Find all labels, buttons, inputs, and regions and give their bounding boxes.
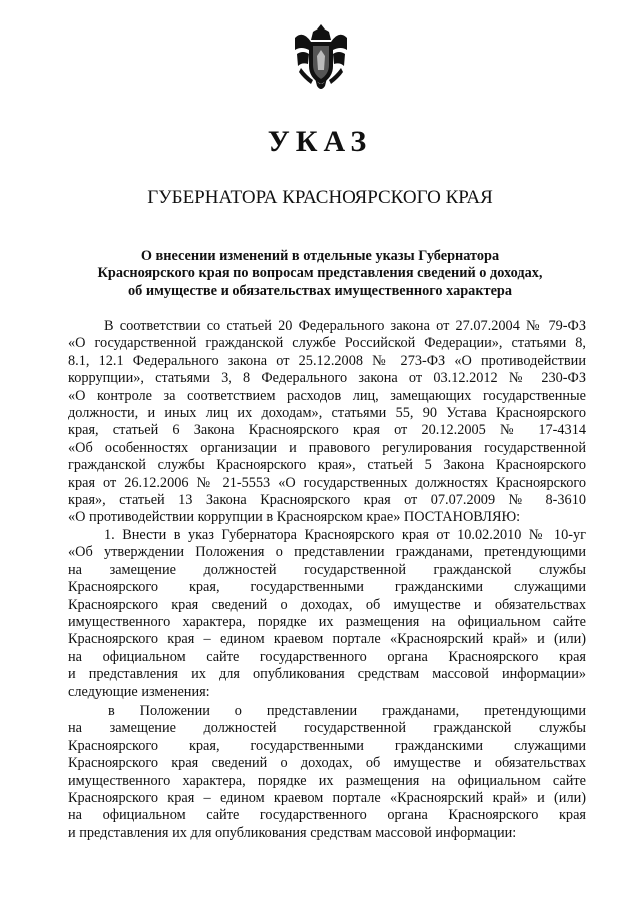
text-line: края, статьей 6 Закона Красноярского края от 20.12.2005 № 17-4314 — [68, 422, 586, 439]
subject-line: О внесении изменений в отдельные указы Губернатора — [140, 248, 500, 264]
text-line: на официальном сайте государственного органа Красноярского края — [68, 648, 586, 665]
amendment-paragraph — [68, 703, 586, 842]
text-line: Красноярского края сведений о доходах, об имуществе и обязательствах — [68, 755, 586, 772]
text-line: края», статьей 13 Закона Красноярского края от 07.07.2009 № 8-3610 — [68, 491, 586, 508]
text-line: «Об особенностях организации и правового регулирования государственной — [68, 439, 586, 456]
text-line: Красноярского края – едином краевом портале «Красноярский край» и (или) — [68, 789, 586, 806]
text-line: края от 26.12.2006 № 21-5553 «О государственных должностях Красноярского — [68, 474, 586, 491]
text-line: в Положении о представлении гражданами, претендующими — [108, 703, 586, 719]
document-subject — [60, 248, 580, 300]
coat-of-arms-emblem — [291, 20, 351, 94]
text-line: следующие изменения: — [68, 683, 210, 700]
text-line: имущественного характера, порядке их размещения на официальном сайте — [68, 613, 586, 630]
text-line: «О контроле за соответствием расходов лиц, замещающих государственные — [68, 387, 586, 404]
text-line: Красноярского края, государственными гражданскими служащими — [68, 737, 586, 754]
document-issuer: ГУБЕРНАТОРА КРАСНОЯРСКОГО КРАЯ — [147, 187, 493, 208]
text-line: коррупции», статьями 3, 8 Федерального закона от 03.12.2012 № 230-ФЗ — [68, 370, 586, 387]
text-line: на официальном сайте государственного органа Красноярского края — [68, 807, 586, 824]
subject-line: Красноярского края по вопросам представления сведений о доходах, — [97, 265, 543, 282]
preamble-paragraph — [68, 318, 586, 527]
text-line: на замещение должностей государственной гражданской службы — [68, 720, 586, 737]
subject-line: об имуществе и обязательствах имущественного характера — [127, 282, 513, 299]
text-line: Красноярского края, государственными гражданскими служащими — [68, 579, 586, 596]
text-line: «Об утверждении Положения о представлении гражданами, претендующими — [68, 544, 586, 561]
document-title: УКАЗ — [267, 125, 373, 158]
text-line: и представления их для опубликования средствам массовой информации: — [68, 824, 517, 841]
text-line: Красноярского края сведений о доходах, об имуществе и обязательствах — [68, 596, 586, 613]
text-line: 8.1, 12.1 Федерального закона от 25.12.2008 № 273-ФЗ «О противодействии — [68, 352, 586, 369]
text-line: «О государственной гражданской службе Российской Федерации», статьями 8, — [68, 335, 586, 352]
text-line: на замещение должностей государственной гражданской службы — [68, 561, 586, 578]
text-line: Красноярского края – едином краевом портале «Красноярский край» и (или) — [68, 631, 586, 648]
text-line: должности, и иных лиц их доходам», статьями 55, 90 Устава Красноярского — [68, 404, 586, 421]
text-line: и представления их для опубликования средствам массовой информации» — [68, 666, 586, 683]
text-line: имущественного характера, порядке их размещения на официальном сайте — [68, 772, 586, 789]
text-line: гражданской службы Красноярского края», статьей 5 Закона Красноярского — [68, 457, 586, 474]
text-line: «О противодействии коррупции в Красноярском крае» ПОСТАНОВЛЯЮ: — [68, 509, 521, 526]
text-line: В соответствии со статьей 20 Федерального закона от 27.07.2004 № 79-ФЗ — [104, 318, 586, 334]
clause-1-paragraph — [68, 527, 586, 701]
text-line: 1. Внести в указ Губернатора Красноярского края от 10.02.2010 № 10-уг — [104, 527, 586, 543]
